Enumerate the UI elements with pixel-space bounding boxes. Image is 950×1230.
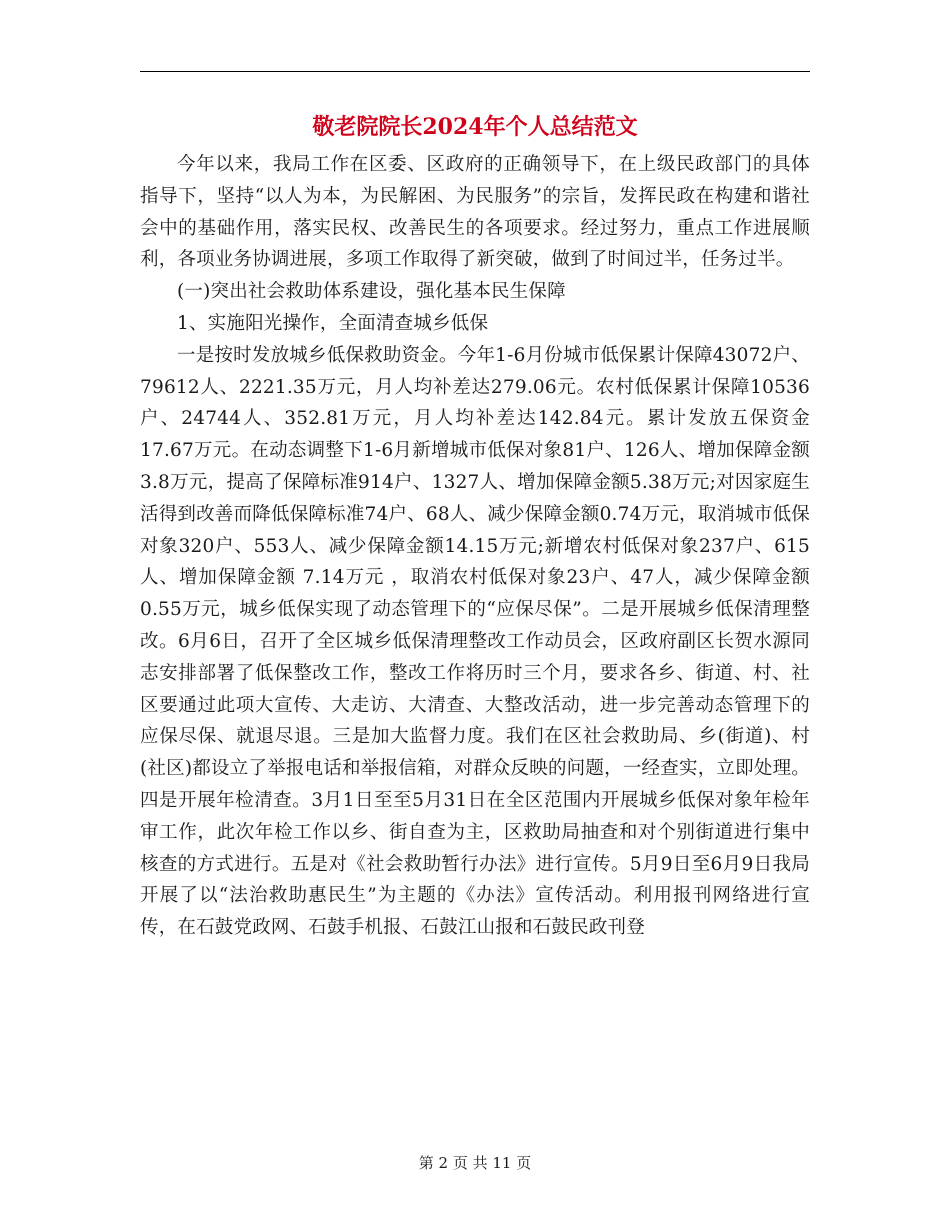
document-body <box>140 149 810 944</box>
paragraph-details: 一是按时发放城乡低保救助资金。今年1-6月份城市低保累计保障43072户、79612人、2221.35万元，月人均补差达279.06元。农村低保累计保障10536户、24744人、352.81万元，月人均补差达142.84元。累计发放五保资金17.67万元。在动态调整下1-6月新增城市低保对象81户、126人、增加保障金额3.8万元，提高了保障标准914户、1327人、增加保障金额5.38万元;对因家庭生活得到改善而降低保障标准74户、68人、减少保障金额0.74万元，取消城市低保对象320户、553人、减少保障金额14.15万元;新增农村低保对象237户、615人、增加保障金额 7.14万元 ，取消农村低保对象23户、47人，减少保障金额 0.55万元，城乡低保实现了动态管理下的“应保尽保”。二是开展城乡低保清理整改。6月6日，召开了全区城乡低保清理整改工作动员会，区政府副区长贺水源同志安排部署了低保整改工作，整改工作将历时三个月，要求各乡、街道、村、社区要通过此项大宣传、大走访、大清查、大整改活动，进一步完善动态管理下的应保尽保、就退尽退。三是加大监督力度。我们在区社会救助局、乡(街道)、村(社区)都设立了举报电话和举报信箱，对群众反映的问题，一经查实，立即处理。四是开展年检清查。3月1日至至5月31日在全区范围内开展城乡低保对象年检年审工作，此次年检工作以乡、街自查为主，区救助局抽查和对个别街道进行集中核查的方式进行。五是对《社会救助暂行办法》进行宣传。5月9日至6月9日我局开展了以“法治救助惠民生”为主题的《办法》宣传活动。利用报刊网络进行宣传，在石鼓党政网、石鼓手机报、石鼓江山报和石鼓民政刊登 <box>140 344 810 939</box>
document-title: 敬老院院长2024年个人总结范文 <box>312 114 638 140</box>
subsection-heading: 1、实施阳光操作，全面清查城乡低保 <box>177 312 489 334</box>
section-heading: (一)突出社会救助体系建设，强化基本民生保障 <box>177 281 566 303</box>
page-number: 第 2 页 共 11 页 <box>418 1154 532 1172</box>
header-rule <box>140 71 810 72</box>
paragraph-intro: 今年以来，我局工作在区委、区政府的正确领导下，在上级民政部门的具体指导下，坚持“以人为本，为民解困、为民服务”的宗旨，发挥民政在构建和谐社会中的基础作用，落实民权、改善民生的各项要求。经过努力，重点工作进展顺利，各项业务协调进展，多项工作取得了新突破，做到了时间过半，任务过半。 <box>140 154 810 271</box>
